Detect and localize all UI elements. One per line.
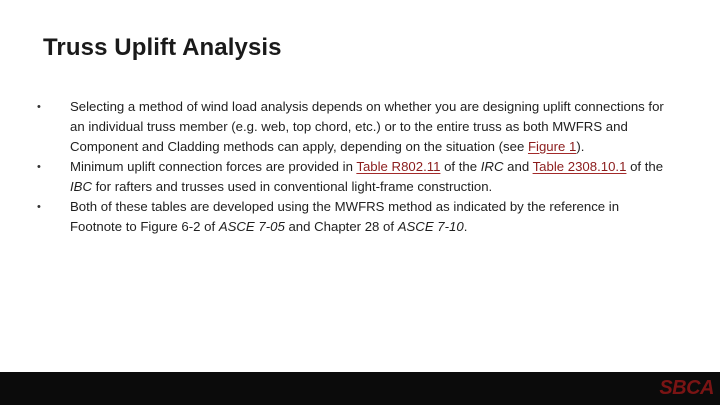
bullet-text: for rafters and trusses used in conventional light-frame construction. xyxy=(91,179,493,194)
asce-7-10-reference: ASCE 7-10 xyxy=(397,219,464,234)
bullet-text: and Chapter 28 of xyxy=(284,219,398,234)
bullet-item-wind-load-method xyxy=(70,97,670,157)
table-r802-11-link[interactable]: Table R802.11 xyxy=(356,159,441,174)
ibc-reference: IBC xyxy=(70,179,92,194)
bullet-text: Selecting a method of wind load analysis depends on whether you are designing uplift connections for an individual truss member (e.g. web, top chord, etc.) or to the entire truss as both MWFRS and Component and Cladding methods can apply, depending on the situation (see xyxy=(70,99,664,154)
bullet-item-mwfrs-tables xyxy=(70,197,670,237)
table-2308-10-1-link[interactable]: Table 2308.10.1 xyxy=(532,159,627,174)
bullet-list xyxy=(70,97,670,237)
bullet-text: of the xyxy=(626,159,664,174)
sbca-logo: SBCA xyxy=(659,377,714,399)
bullet-text: of the xyxy=(440,159,481,174)
asce-7-05-reference: ASCE 7-05 xyxy=(218,219,285,234)
bullet-item-minimum-uplift xyxy=(70,157,670,197)
slide-title: Truss Uplift Analysis xyxy=(43,34,282,61)
figure-1-link[interactable]: Figure 1 xyxy=(527,139,577,154)
bullet-text: Minimum uplift connection forces are provided in xyxy=(70,159,357,174)
irc-reference: IRC xyxy=(480,159,504,174)
bullet-text: Both of these tables are developed using the MWFRS method as indicated by the reference in Footnote to Figure 6-2 of xyxy=(70,199,620,234)
bullet-text: . xyxy=(463,219,468,234)
bullet-text: ). xyxy=(576,139,585,154)
footer-bar xyxy=(0,372,720,405)
bullet-text: and xyxy=(503,159,533,174)
